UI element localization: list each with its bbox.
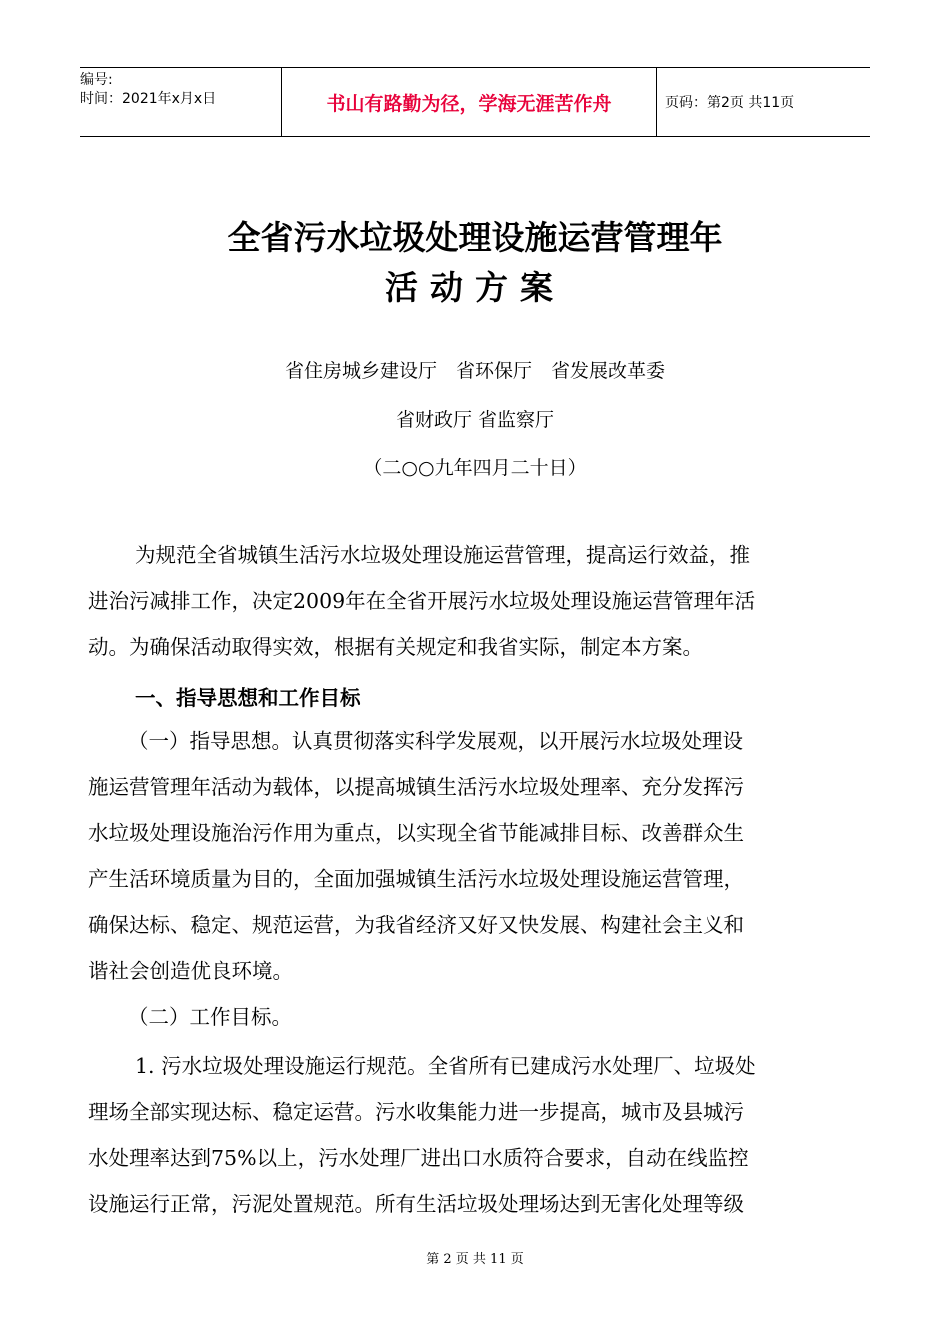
issue-date: （二○○九年四月二十日） (363, 457, 587, 479)
document-title-line2: 活动方案 (385, 268, 565, 307)
paragraph-line: （二）工作目标。 (128, 1005, 292, 1029)
paragraph-line: 为规范全省城镇生活污水垃圾处理设施运营管理，提高运行效益，推 (135, 543, 750, 567)
paragraph-line: 水垃圾处理设施治污作用为重点，以实现全省节能减排目标、改善群众生 (88, 821, 744, 845)
goals-heading-paragraph (88, 994, 863, 1040)
paragraph-line: 进治污减排工作，决定2009年在全省开展污水垃圾处理设施运营管理年活 (88, 589, 756, 613)
paragraph-line: 设施运行正常，污泥处置规范。所有生活垃圾处理场达到无害化处理等级 (88, 1192, 744, 1216)
paragraph-line: 动。为确保活动取得实效，根据有关规定和我省实际，制定本方案。 (88, 635, 703, 659)
guiding-paragraph (88, 718, 863, 994)
paragraph-line: 施运营管理年活动为载体，以提高城镇生活污水垃圾处理率、充分发挥污 (88, 775, 744, 799)
paragraph-line: （一）指导思想。认真贯彻落实科学发展观，以开展污水垃圾处理设 (128, 729, 743, 753)
header-motto: 书山有路勤为径，学海无涯苦作舟 (281, 68, 657, 136)
issuers-line2: 省财政厅 省监察厅 (395, 409, 555, 431)
serial-number-label: 编号: (80, 72, 113, 88)
intro-paragraph (88, 532, 863, 670)
paragraph-line: 理场全部实现达标、稳定运营。污水收集能力进一步提高，城市及县城污 (88, 1100, 744, 1124)
paragraph-line: 1. 污水垃圾处理设施运行规范。全省所有已建成污水处理厂、垃圾处 (135, 1054, 756, 1078)
issuers-line1: 省住房城乡建设厅 省环保厅 省发展改革委 (284, 360, 665, 382)
section-heading: 一、指导思想和工作目标 (135, 686, 361, 710)
paragraph-line: 确保达标、稳定、规范运营，为我省经济又好又快发展、构建社会主义和 (88, 913, 744, 937)
header-page-info: 页码：第2页 共11页 (665, 95, 795, 111)
paragraph-line: 谐社会创造优良环境。 (88, 959, 293, 983)
page-header (80, 67, 870, 137)
header-meta (80, 68, 281, 136)
time-label: 时间：2021年x月x日 (80, 91, 217, 107)
paragraph-line: 产生活环境质量为目的，全面加强城镇生活污水垃圾处理设施运营管理， (88, 867, 744, 891)
document-title-line1: 全省污水垃圾处理设施运营管理年 (227, 218, 723, 257)
goal1-paragraph (88, 1043, 863, 1227)
paragraph-line: 水处理率达到75%以上，污水处理厂进出口水质符合要求，自动在线监控 (88, 1146, 749, 1170)
page-footer: 第 2 页 共 11 页 (426, 1252, 524, 1267)
